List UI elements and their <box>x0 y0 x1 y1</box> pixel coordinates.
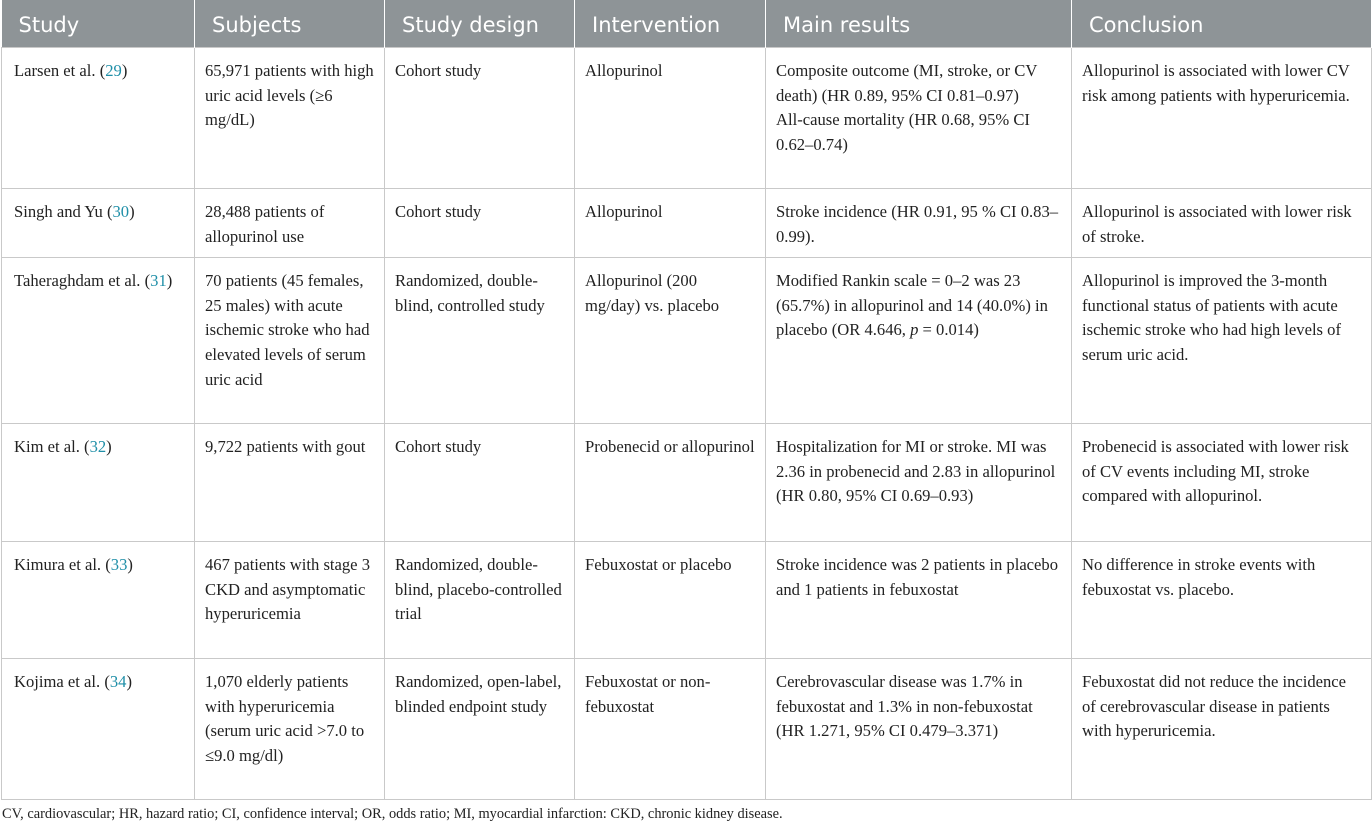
study-name: Taheraghdam et al. ( <box>14 271 151 291</box>
cell-design: Randomized, double-blind, placebo-controlled trial <box>385 542 575 659</box>
study-close: ) <box>126 672 132 692</box>
cell-intervention: Febuxostat or non-febuxostat <box>575 659 766 800</box>
table-row <box>2 189 1372 258</box>
header-row <box>2 0 1372 48</box>
cell-subjects: 9,722 patients with gout <box>195 424 385 542</box>
cell-conclusion: Allopurinol is associated with lower CV risk among patients with hyperuricemia. <box>1072 48 1372 189</box>
cell-conclusion: No difference in stroke events with febuxostat vs. placebo. <box>1072 542 1372 659</box>
study-close: ) <box>127 555 133 575</box>
result-text: Modified Rankin scale = 0–2 was 23 (65.7%) in allopurinol and 14 (40.0%) in placebo (OR 4.646, <box>776 271 1048 340</box>
reference-link[interactable]: 33 <box>110 555 128 575</box>
cell-results: Stroke incidence (HR 0.91, 95 % CI 0.83–0.99). <box>766 189 1072 258</box>
cell-results <box>766 258 1072 424</box>
cell-conclusion: Allopurinol is improved the 3-month functional status of patients with acute ischemic stroke who had high levels of serum uric acid. <box>1072 258 1372 424</box>
cell-subjects: 65,971 patients with high uric acid levels (≥6 mg/dL) <box>195 48 385 189</box>
cell-intervention: Probenecid or allopurinol <box>575 424 766 542</box>
study-name: Larsen et al. ( <box>14 61 106 80</box>
table-row <box>2 48 1372 189</box>
cell-design: Randomized, open-label, blinded endpoint study <box>385 659 575 800</box>
reference-link[interactable]: 30 <box>112 202 130 221</box>
cell-study <box>2 659 195 800</box>
cell-intervention: Allopurinol (200 mg/day) vs. placebo <box>575 258 766 424</box>
reference-link[interactable]: 29 <box>105 61 122 80</box>
result-line: All-cause mortality (HR 0.68, 95% CI 0.62–0.74) <box>776 110 1030 154</box>
table-row <box>2 542 1372 659</box>
cell-study <box>2 189 195 258</box>
table-body <box>2 48 1372 800</box>
cell-design: Randomized, double-blind, controlled study <box>385 258 575 424</box>
header-subjects: Subjects <box>195 0 385 48</box>
cell-study <box>2 424 195 542</box>
study-close: ) <box>129 202 135 221</box>
cell-conclusion: Probenecid is associated with lower risk of CV events including MI, stroke compared with allopurinol. <box>1072 424 1372 542</box>
table-row <box>2 659 1372 800</box>
header-study-design: Study design <box>385 0 575 48</box>
cell-study <box>2 542 195 659</box>
result-text: = 0.014) <box>918 320 979 340</box>
study-close: ) <box>106 437 112 457</box>
cell-results: Hospitalization for MI or stroke. MI was 2.36 in probenecid and 2.83 in allopurinol (HR 0.80, 95% CI 0.69–0.93) <box>766 424 1072 542</box>
reference-link[interactable]: 32 <box>89 437 107 457</box>
reference-link[interactable]: 31 <box>150 271 167 291</box>
cell-subjects: 1,070 elderly patients with hyperuricemia (serum uric acid >7.0 to ≤9.0 mg/dl) <box>195 659 385 800</box>
study-name: Kimura et al. ( <box>14 555 111 575</box>
cell-subjects: 70 patients (45 females, 25 males) with acute ischemic stroke who had elevated levels of serum uric acid <box>195 258 385 424</box>
cell-results: Cerebrovascular disease was 1.7% in febuxostat and 1.3% in non-febuxostat (HR 1.271, 95% CI 0.479–3.371) <box>766 659 1072 800</box>
result-line: Composite outcome (MI, stroke, or CV death) (HR 0.89, 95% CI 0.81–0.97) <box>776 61 1038 105</box>
cell-design: Cohort study <box>385 48 575 189</box>
cell-intervention: Allopurinol <box>575 48 766 189</box>
cell-results: Stroke incidence was 2 patients in placebo and 1 patients in febuxostat <box>766 542 1072 659</box>
table-row <box>2 258 1372 424</box>
reference-link[interactable]: 34 <box>109 672 127 692</box>
study-close: ) <box>121 61 128 80</box>
study-name: Kim et al. ( <box>14 437 90 457</box>
study-name: Kojima et al. ( <box>14 672 110 692</box>
table-header <box>2 0 1372 48</box>
header-intervention: Intervention <box>575 0 766 48</box>
study-name: Singh and Yu ( <box>14 202 113 221</box>
table-row <box>2 424 1372 542</box>
p-symbol: p <box>910 320 919 340</box>
header-study: Study <box>2 0 195 48</box>
cell-conclusion: Febuxostat did not reduce the incidence of cerebrovascular disease in patients with hyperuricemia. <box>1072 659 1372 800</box>
cell-subjects: 467 patients with stage 3 CKD and asymptomatic hyperuricemia <box>195 542 385 659</box>
cell-study <box>2 258 195 424</box>
studies-table <box>1 0 1372 800</box>
header-conclusion: Conclusion <box>1072 0 1372 48</box>
cell-design: Cohort study <box>385 189 575 258</box>
header-main-results: Main results <box>766 0 1072 48</box>
cell-design: Cohort study <box>385 424 575 542</box>
cell-results <box>766 48 1072 189</box>
cell-conclusion: Allopurinol is associated with lower risk of stroke. <box>1072 189 1372 258</box>
cell-study <box>2 48 195 189</box>
cell-intervention: Allopurinol <box>575 189 766 258</box>
table-footnote: CV, cardiovascular; HR, hazard ratio; CI, confidence interval; OR, odds ratio; MI, myocardial infarction: CKD, chronic kidney disease. <box>2 806 783 822</box>
cell-subjects: 28,488 patients of allopurinol use <box>195 189 385 258</box>
study-close: ) <box>166 271 173 291</box>
cell-intervention: Febuxostat or placebo <box>575 542 766 659</box>
